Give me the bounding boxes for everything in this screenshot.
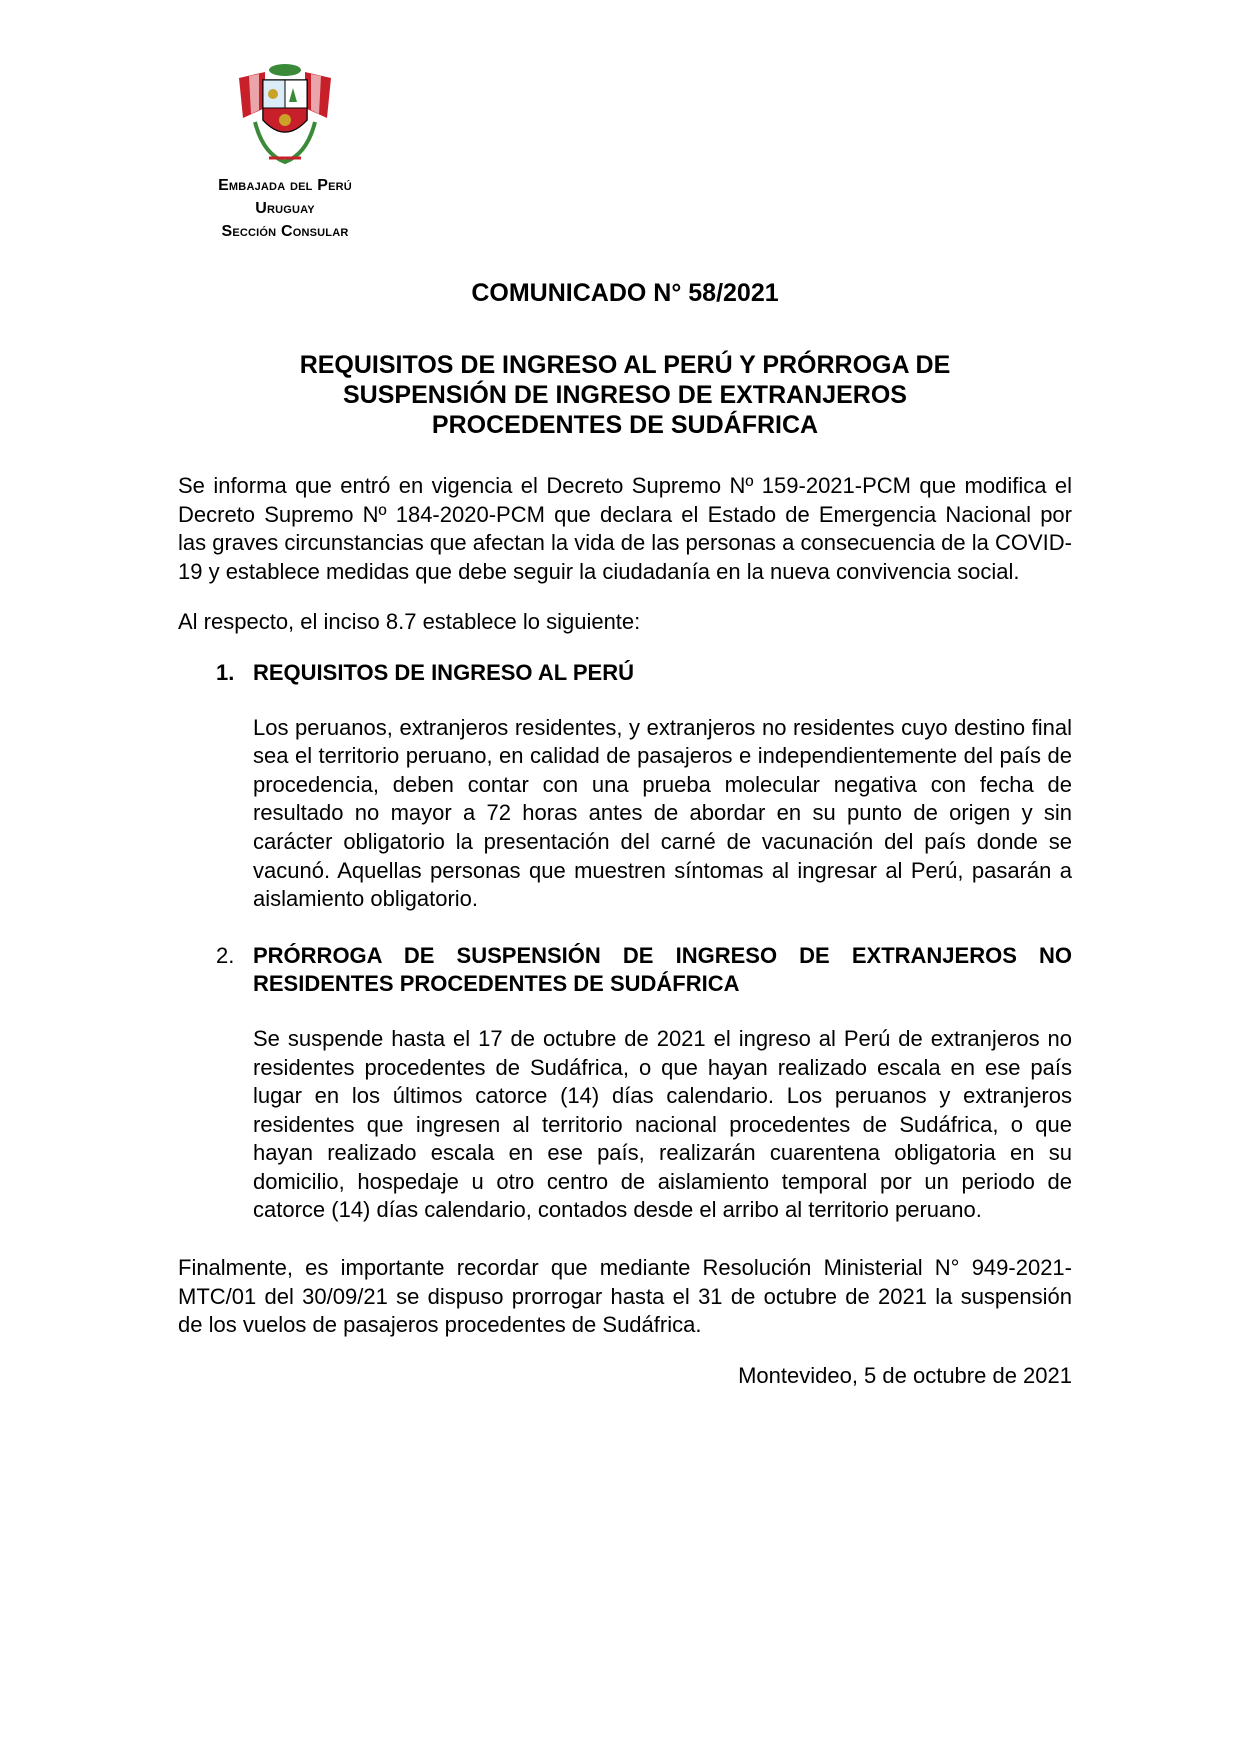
final-paragraph: Finalmente, es importante recordar que mediante Resolución Ministerial N° 949-2021-MTC/01 del 30/09/21 se dispuso prorrogar hasta el 31 de octubre de 2021 la suspensión de los vuelos de pasajeros procedentes de Sudáfrica. xyxy=(178,1255,1072,1338)
respect-paragraph: Al respecto, el inciso 8.7 establece lo siguiente: xyxy=(178,609,641,635)
intro-paragraph: Se informa que entró en vigencia el Decreto Supremo Nº 159-2021-PCM que modifica el Decreto Supremo Nº 184-2020-PCM que declara el Estado de Emergencia Nacional por las graves circunstancias que afectan la vida de las personas a consecuencia de la COVID-19 y establece medidas que debe seguir la ciudadanía en la nueva convivencia social. xyxy=(178,473,1072,584)
document-title: COMUNICADO N° 58/2021 xyxy=(471,279,779,307)
embassy-name: Embajada del Perú xyxy=(218,177,352,194)
consular-section: Sección Consular xyxy=(221,223,349,240)
document-body xyxy=(178,278,1072,1390)
subtitle-line: SUSPENSIÓN DE INGRESO DE EXTRANJEROS xyxy=(342,381,907,409)
section-number: 2. xyxy=(216,942,235,968)
section-title: REQUISITOS DE INGRESO AL PERÚ xyxy=(253,659,634,685)
place-date: Montevideo, 5 de octubre de 2021 xyxy=(738,1362,1072,1388)
document-subtitle xyxy=(178,350,1072,440)
section-suspension xyxy=(178,942,1072,1225)
section-body: Los peruanos, extranjeros residentes, y extranjeros no residentes cuyo destino final sea el territorio peruano, en calidad de pasajeros e independientemente del país de procedencia, deben contar con una prueba molecular negativa con fecha de resultado no mayor a 72 horas antes de abordar en su punto de origen y sin carácter obligatorio la presentación del carné de vacunación del país donde se vacunó. Aquellas personas que muestren síntomas al ingresar al Perú, pasarán a aislamiento obligatorio. xyxy=(253,714,1072,912)
peru-coat-of-arms-icon xyxy=(225,58,345,170)
section-requirements xyxy=(178,659,1072,914)
subtitle-line: PROCEDENTES DE SUDÁFRICA xyxy=(431,411,819,439)
section-title: PRÓRROGA DE SUSPENSIÓN DE INGRESO DE EXTRANJEROS NO RESIDENTES PROCEDENTES DE SUDÁFRICA xyxy=(253,942,1072,997)
embassy-country: Uruguay xyxy=(255,200,315,217)
section-body: Se suspende hasta el 17 de octubre de 2021 el ingreso al Perú de extranjeros no residentes procedentes de Sudáfrica, o que hayan realizado escala en ese país lugar en los últimos catorce (14) días calendario. Los peruanos y extranjeros residentes que ingresen al territorio nacional procedentes de Sudáfrica, o que hayan realizado escala en ese país, realizarán cuarentena obligatoria en su domicilio, hospedaje u otro centro de aislamiento temporal por un periodo de catorce (14) días calendario, contados desde el arribo al territorio peruano. xyxy=(253,1025,1072,1223)
subtitle-line: REQUISITOS DE INGRESO AL PERÚ Y PRÓRROGA DE xyxy=(299,351,951,379)
section-number: 1. xyxy=(216,659,235,685)
letterhead xyxy=(170,58,400,243)
